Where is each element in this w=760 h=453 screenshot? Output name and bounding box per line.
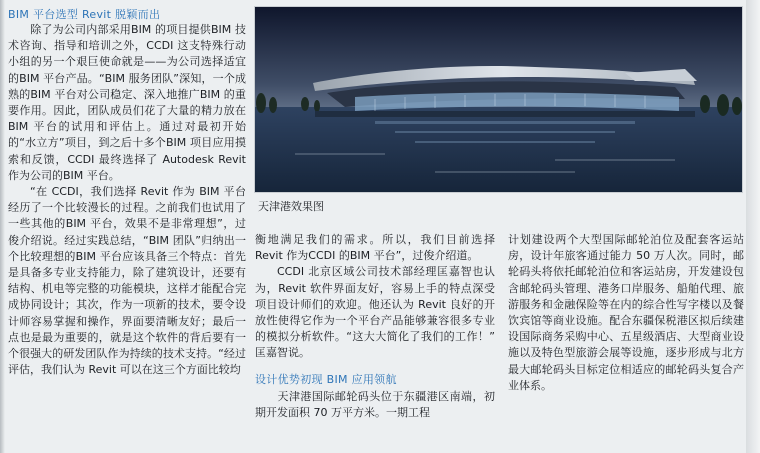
photo-caption: 天津港效果图 (258, 200, 324, 213)
left-paragraph-2 (8, 184, 246, 378)
middle-column (255, 232, 495, 421)
middle-paragraph-2-text: CCDI 北京区域公司技术部经理匡嘉智也认为，Revit 软件界面友好，容易上手的特点深受项目设计师们的欢迎。他还认为 Revit 良好的开放性使得它作为一个平台产品能够兼容很多专业的模拟分析软件。“这大大简化了我们的工作！” 匡嘉智说。 (255, 265, 495, 360)
tianjin-port-rendering-graphic (255, 7, 742, 192)
left-paragraph-2-text: “在 CCDI，我们选择 Revit 作为 BIM 平台经历了一个比较漫长的过程。之前我们也试用了一些其他的BIM 平台，效果不是非常理想”，过俊介绍说。经过实践总结，“BIM 团队”归纳出一个比较理想的BIM 平台应该具备三个特点：首先是具备多专业支持能力，除了建筑设计，还要有结构、机电等完整的功能模块，这样才能配合完成协同设计；其次，作为一项新的技术，要令设计师容易掌握和操作，界面要清晰友好；最后一点也是最为重要的，就是这个软件的背后要有一个很强大的研发团队作为持续的技术支持。“经过评估，我们认为 Revit 可以在这三个方面比较均 (8, 185, 246, 377)
page-gutter-shadow (0, 0, 5, 453)
left-paragraph-1-text: 除了为公司内部采用BIM 的项目提供BIM 技术咨询、指导和培训之外，CCDI 这支特殊行动小组的另一个艰巨使命就是——为公司选择适宜的BIM 平台产品。“BIM 服务团队”深知，一个成熟的BIM 平台对公司稳定、深入地推广BIM 的重要作用。因此，团队成员们花了大量的精力放在BIM 平台的试用和评估上。通过对最初开始的“水立方”项目，到之后十多个BIM 项目应用摸索和反馈，CCDI 最终选择了 Autodesk Revit 作为公司的BIM 平台。 (8, 23, 246, 182)
left-paragraph-1 (8, 22, 246, 184)
section-heading-design-advantage: 设计优势初现 BIM 应用领航 (255, 372, 397, 386)
right-column (508, 232, 744, 394)
middle-paragraph-1: 衡地满足我们的需求。所以，我们目前选择 Revit 作为CCDI 的BIM 平台”，过俊介绍道。 (255, 233, 495, 263)
section-heading-bim-platform: BIM 平台选型 Revit 脱颖而出 (8, 8, 161, 21)
left-column (8, 6, 246, 378)
middle-paragraph-3 (255, 389, 495, 421)
right-paragraph-1: 计划建设两个大型国际邮轮泊位及配套客运站房，设计年旅客通过能力 50 万人次。同时，邮轮码头将依托邮轮泊位和客运站房，开发建设包含邮轮码头管理、港务口岸服务、船舶代理、旅游服务和金融保险等在内的综合性写字楼以及餐饮宾馆等商业设施。配合东疆保税港区拟后续建设国际商务采购中心、五星级酒店、大型商业设施以及特色型旅游会展等设施，逐步形成与北方最大邮轮码头目标定位相适应的邮轮码头复合产业体系。 (508, 233, 744, 392)
page-edge (746, 0, 760, 453)
middle-paragraph-3-text: 天津港国际邮轮码头位于东疆港区南端，初期开发面积 70 万平方米。一期工程 (255, 389, 495, 419)
tianjin-port-rendering (254, 6, 743, 193)
middle-paragraph-2 (255, 264, 495, 361)
